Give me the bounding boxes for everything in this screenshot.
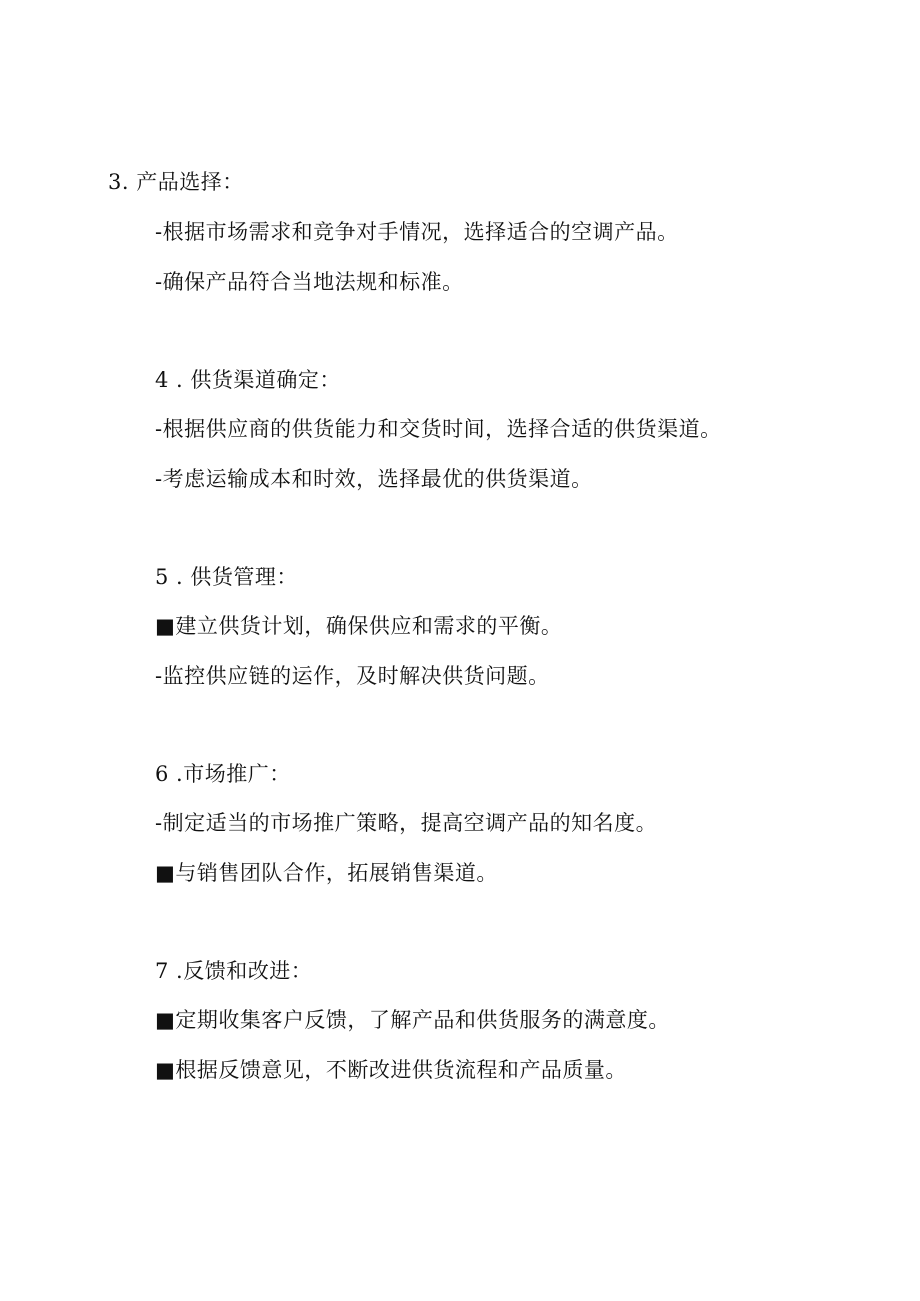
section-3-item-2: -确保产品符合当地法规和标准。 [155,270,464,294]
section-5-item-2: -监控供应链的运作，及时解决供货问题。 [155,664,550,688]
section-heading-4: 4 . 供货渠道确定： [155,368,341,392]
section-7-item-2: ■根据反馈意见，不断改进供货流程和产品质量。 [155,1058,627,1082]
section-4-item-2: -考虑运输成本和时效，选择最优的供货渠道。 [155,467,593,491]
section-heading-7: 7 .反馈和改进： [155,959,313,983]
section-6-item-1: -制定适当的市场推广策略，提高空调产品的知名度。 [155,811,658,835]
section-4-item-1: -根据供应商的供货能力和交货时间，选择合适的供货渠道。 [155,417,722,441]
section-5-item-1: ■建立供货计划，确保供应和需求的平衡。 [155,614,563,638]
section-heading-3: 3. 产品选择： [108,170,244,194]
section-heading-5: 5 . 供货管理： [155,565,298,589]
section-6-item-2: ■与销售团队合作，拓展销售渠道。 [155,861,498,885]
section-7-item-1: ■定期收集客户反馈，了解产品和供货服务的满意度。 [155,1008,670,1032]
section-heading-6: 6 .市场推广： [155,762,291,786]
section-3-item-1: -根据市场需求和竞争对手情况，选择适合的空调产品。 [155,220,679,244]
